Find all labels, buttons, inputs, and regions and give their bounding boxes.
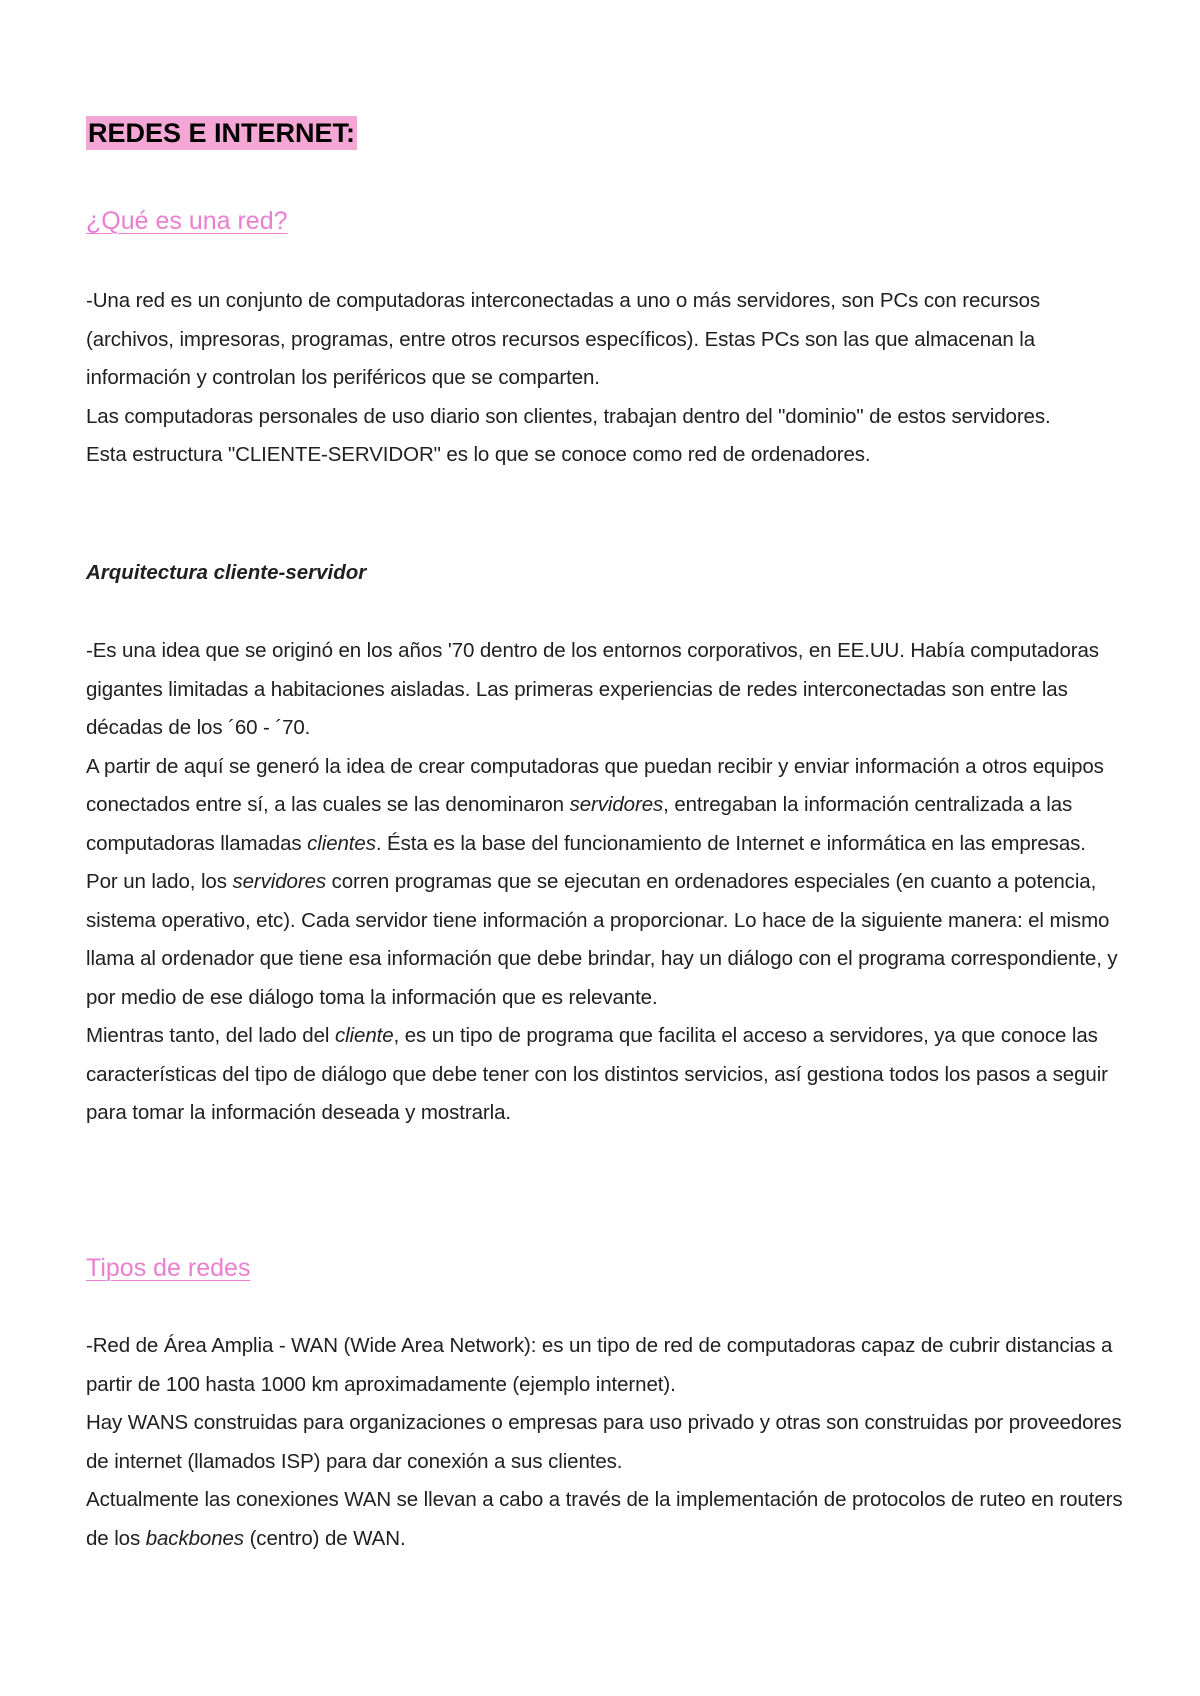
text-run: . Ésta es la base del funcionamiento de Internet e informática en las empresas. — [375, 831, 1086, 855]
paragraph — [86, 1017, 1126, 1133]
section-heading-tipos-de-redes: Tipos de redes — [86, 1254, 251, 1282]
section-body-que-es-una-red — [86, 282, 1126, 475]
paragraph: Esta estructura "CLIENTE-SERVIDOR" es lo que se conoce como red de ordenadores. — [86, 443, 871, 466]
text-run: corren programas que se ejecutan en ordenadores especiales (en cuanto a potencia, sistema operativo, etc). Cada servidor tiene información a proporcionar. Lo hace de la siguiente manera: el mismo llama al ordenador que tiene esa información que debe brindar, hay un diálogo con el programa correspondiente, y por medio de ese diálogo toma la información que es relevante. — [86, 870, 1118, 1009]
section-body-tipos-de-redes — [86, 1327, 1126, 1558]
text-run: Actualmente las conexiones WAN se llevan a cabo a través de la implementación de protocolos de ruteo en routers de los — [86, 1488, 1123, 1550]
emphasis-text: servidores — [569, 793, 664, 816]
text-run: Mientras tanto, del lado del — [86, 1024, 335, 1047]
paragraph: -Una red es un conjunto de computadoras interconectadas a uno o más servidores, son PCs con recursos (archivos, impresoras, programas, entre otros recursos específicos). Estas PCs son las que almacenan la información y controlan los periféricos que se comparten. — [86, 289, 1041, 389]
subheading-arquitectura: Arquitectura cliente-servidor — [86, 561, 367, 584]
section-heading-que-es-una-red: ¿Qué es una red? — [86, 207, 288, 235]
text-run: , entregaban la información centralizada a las computadoras llamadas — [86, 793, 1073, 855]
paragraph: Hay WANS construidas para organizaciones o empresas para uso privado y otras son construidas por proveedores de internet (llamados ISP) para dar conexión a sus clientes. — [86, 1411, 1122, 1473]
emphasis-text: servidores — [232, 870, 327, 893]
paragraph — [86, 863, 1126, 1017]
text-run: , es un tipo de programa que facilita el acceso a servidores, ya que conoce las características del tipo de diálogo que debe tener con los distintos servicios, así gestiona todos los pasos a seguir para tomar la información deseada y mostrarla. — [86, 1024, 1108, 1124]
emphasis-text: cliente — [334, 1024, 394, 1047]
paragraph: -Red de Área Amplia - WAN (Wide Area Network): es un tipo de red de computadoras capaz de cubrir distancias a partir de 100 hasta 1000 km aproximadamente (ejemplo internet). — [86, 1334, 1113, 1396]
paragraph — [86, 748, 1126, 864]
emphasis-text: backbones — [145, 1526, 244, 1550]
text-run: (centro) de WAN. — [243, 1526, 406, 1550]
paragraph: Las computadoras personales de uso diario son clientes, trabajan dentro del "dominio" de estos servidores. — [86, 404, 1051, 428]
section-body-arquitectura — [86, 632, 1126, 1133]
paragraph — [86, 1481, 1126, 1558]
text-run: Por un lado, los — [86, 870, 233, 893]
emphasis-text: clientes — [307, 831, 376, 855]
document-title: REDES E INTERNET: — [88, 118, 356, 148]
text-run: A partir de aquí se generó la idea de crear computadoras que puedan recibir y enviar información a otros equipos conectados entre sí, a las cuales se las denominaron — [86, 754, 1104, 816]
paragraph: -Es una idea que se originó en los años '70 dentro de los entornos corporativos, en EE.UU. Había computadoras gigantes limitadas a habitaciones aisladas. Las primeras experiencias de redes interconectadas son entre las décadas de los ´60 - ´70. — [86, 639, 1099, 739]
